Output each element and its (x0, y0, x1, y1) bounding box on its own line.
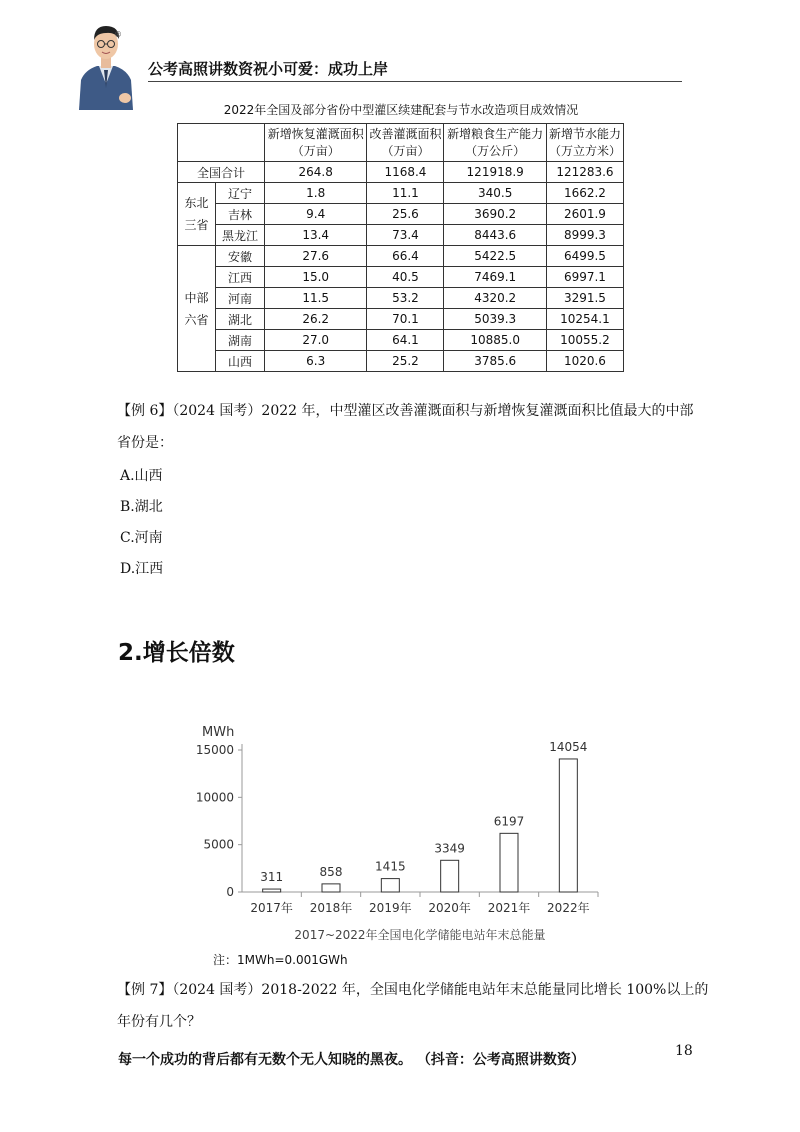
page-number: 18 (675, 1043, 693, 1059)
column-header-unit: （万亩） (381, 143, 430, 158)
province-cell: 辽宁 (216, 183, 265, 204)
table-cell: 13.4 (265, 225, 367, 246)
x-tick-label: 2021年 (487, 901, 531, 915)
table-cell: 10254.1 (546, 309, 623, 330)
table-cell: 6.3 (265, 351, 367, 372)
region-name: 中部六省 (184, 290, 209, 327)
question-6-line1: 【例 6】（2024 国考）2022 年，中型灌区改善灌溉面积与新增恢复灌溉面积比值最大的中部 (117, 403, 694, 419)
table-cell: 7469.1 (444, 267, 546, 288)
table-cell: 3291.5 (546, 288, 623, 309)
table-cell: 8443.6 (444, 225, 546, 246)
option-a: A.山西 (120, 468, 163, 484)
y-tick-label: 0 (226, 885, 234, 899)
option-c: C.河南 (120, 530, 163, 546)
region-name: 东北三省 (184, 196, 209, 232)
table-cell: 11.1 (367, 183, 444, 204)
table-cell: 9.4 (265, 204, 367, 225)
energy-storage-bar-chart (190, 722, 610, 947)
x-tick-label: 2017年 (250, 901, 293, 915)
column-header (444, 124, 546, 162)
table-row-total (178, 162, 624, 183)
table-caption: 2022年全国及部分省份中型灌区续建配套与节水改造项目成效情况 (223, 103, 579, 117)
total-label: 全国合计 (178, 162, 265, 183)
footer-motto: 每一个成功的背后都有无数个无人知晓的黑夜。 （抖音：公考高照讲数资） (118, 1052, 585, 1068)
x-tick-label: 2020年 (428, 901, 471, 915)
table-cell: 1662.2 (546, 183, 623, 204)
chart-note: 注：1MWh=0.001GWh (213, 953, 348, 967)
table-cell: 3785.6 (444, 351, 546, 372)
column-header-unit: （万立方米） (548, 143, 621, 158)
table-row (178, 246, 624, 267)
table-cell: 40.5 (367, 267, 444, 288)
table-cell: 5422.5 (444, 246, 546, 267)
table-row (178, 351, 624, 372)
province-cell: 河南 (216, 288, 265, 309)
column-header-name: 新增粮食生产能力 (447, 126, 544, 141)
table-row (178, 183, 624, 204)
question-6-line2: 省份是： (117, 435, 173, 451)
header-corner-cell (178, 124, 265, 162)
chart-title: 2017~2022年全国电化学储能电站年末总能量 (294, 928, 546, 942)
bar (263, 889, 281, 892)
presenter-photo (75, 14, 137, 110)
y-tick-label: 15000 (195, 743, 234, 757)
bar-value-label: 14054 (549, 739, 588, 754)
table-cell: 10885.0 (444, 330, 546, 351)
table-cell: 2601.9 (546, 204, 623, 225)
table-cell: 1168.4 (367, 162, 444, 183)
table-cell: 64.1 (367, 330, 444, 351)
table-cell: 6997.1 (546, 267, 623, 288)
table-cell: 264.8 (265, 162, 367, 183)
table-cell: 1.8 (265, 183, 367, 204)
y-tick-label: 5000 (203, 837, 234, 852)
bar-value-label: 858 (319, 864, 343, 879)
column-header (265, 124, 367, 162)
province-cell: 山西 (216, 351, 265, 372)
province-cell: 黑龙江 (216, 225, 265, 246)
header-title: 公考高照讲数资祝小可爱：成功上岸 (148, 60, 389, 78)
table-cell: 10055.2 (546, 330, 623, 351)
table-cell: 121283.6 (546, 162, 623, 183)
province-cell: 安徽 (216, 246, 265, 267)
column-header-name: 新增节水能力 (548, 126, 621, 141)
table-cell: 11.5 (265, 288, 367, 309)
table-row (178, 288, 624, 309)
table-cell: 5039.3 (444, 309, 546, 330)
table-row (178, 267, 624, 288)
y-axis-label: MWh (202, 725, 235, 740)
column-header-name: 改善灌溉面积 (369, 126, 442, 141)
question-7-line2: 年份有几个？ (117, 1014, 201, 1030)
table-cell: 1020.6 (546, 351, 623, 372)
bar (441, 860, 459, 892)
column-header-unit: （万亩） (291, 143, 340, 158)
registered-mark: ® (114, 30, 122, 39)
province-cell: 湖北 (216, 309, 265, 330)
table-cell: 4320.2 (444, 288, 546, 309)
table-cell: 25.6 (367, 204, 444, 225)
column-header (367, 124, 444, 162)
y-tick-label: 10000 (195, 790, 234, 805)
column-header (546, 124, 623, 162)
region-label (178, 246, 216, 372)
table-row (178, 204, 624, 225)
table-cell: 27.6 (265, 246, 367, 267)
table-cell: 121918.9 (444, 162, 546, 183)
table-cell: 73.4 (367, 225, 444, 246)
section-title: 2.增长倍数 (118, 640, 235, 666)
table-cell: 8999.3 (546, 225, 623, 246)
province-cell: 吉林 (216, 204, 265, 225)
table-cell: 53.2 (367, 288, 444, 309)
table-cell: 340.5 (444, 183, 546, 204)
header-divider (148, 81, 682, 82)
column-header-unit: （万公斤） (465, 143, 526, 158)
bar (559, 759, 577, 892)
province-cell: 江西 (216, 267, 265, 288)
table-cell: 26.2 (265, 309, 367, 330)
bar-value-label: 3349 (434, 841, 465, 856)
option-d: D.江西 (120, 561, 164, 577)
bar (381, 879, 399, 892)
province-cell: 湖南 (216, 330, 265, 351)
table-cell: 3690.2 (444, 204, 546, 225)
option-b: B.湖北 (120, 499, 163, 515)
x-tick-label: 2019年 (369, 901, 412, 915)
question-7-line1: 【例 7】（2024 国考）2018-2022 年，全国电化学储能电站年末总能量同比增长 100%以上的 (117, 982, 709, 998)
irrigation-table (177, 123, 624, 372)
table-row (178, 225, 624, 246)
table-row (178, 330, 624, 351)
bar (322, 884, 340, 892)
table-cell: 25.2 (367, 351, 444, 372)
x-tick-label: 2018年 (309, 901, 353, 915)
bar-value-label: 1415 (375, 859, 406, 874)
column-header-name: 新增恢复灌溉面积 (267, 126, 364, 141)
table-row (178, 309, 624, 330)
table-header-row (178, 124, 624, 162)
table-cell: 70.1 (367, 309, 444, 330)
bar (500, 833, 518, 892)
table-cell: 27.0 (265, 330, 367, 351)
bar-value-label: 6197 (493, 814, 525, 829)
x-tick-label: 2022年 (547, 901, 590, 915)
bar-value-label: 311 (260, 870, 284, 885)
region-label (178, 183, 216, 246)
table-cell: 6499.5 (546, 246, 623, 267)
table-cell: 15.0 (265, 267, 367, 288)
table-cell: 66.4 (367, 246, 444, 267)
